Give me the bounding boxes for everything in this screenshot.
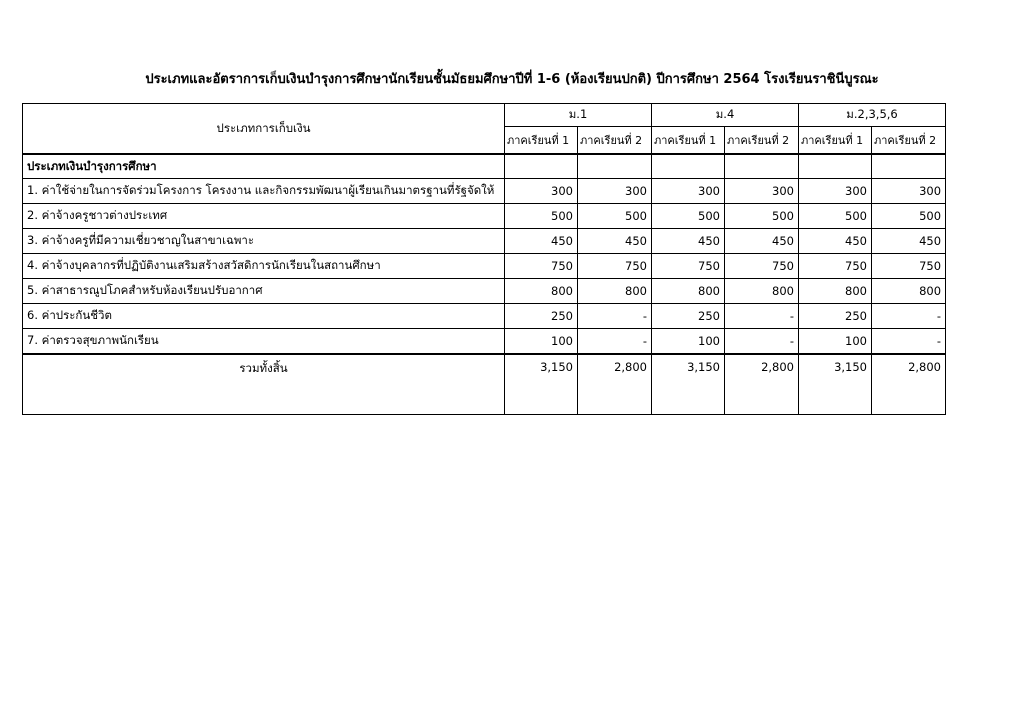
fee-table [22, 103, 946, 415]
fee-label: 5. ค่าสาธารณูปโภคสำหรับห้องเรียนปรับอากาศ [23, 279, 505, 304]
fee-value: 750 [652, 254, 725, 279]
fee-label: 6. ค่าประกันชีวิต [23, 304, 505, 329]
fee-value: 500 [799, 204, 872, 229]
header-row-groups [23, 104, 946, 127]
group-header-m1: ม.1 [505, 104, 652, 127]
category-label: ประเภทเงินบำรุงการศึกษา [23, 154, 505, 179]
fee-value: 450 [725, 229, 799, 254]
fee-value: - [578, 304, 652, 329]
category-row [23, 154, 946, 179]
fee-value: 300 [652, 179, 725, 204]
type-header: ประเภทการเก็บเงิน [23, 104, 505, 155]
fee-value: 300 [578, 179, 652, 204]
fee-value: 500 [725, 204, 799, 229]
fee-label: 7. ค่าตรวจสุขภาพนักเรียน [23, 329, 505, 355]
table-row [23, 179, 946, 204]
fee-value: 300 [725, 179, 799, 204]
fee-value: 100 [652, 329, 725, 355]
fee-label: 3. ค่าจ้างครูที่มีความเชี่ยวชาญในสาขาเฉพาะ [23, 229, 505, 254]
table-row [23, 229, 946, 254]
semester-header: ภาคเรียนที่ 2 [725, 127, 799, 155]
semester-header: ภาคเรียนที่ 1 [652, 127, 725, 155]
fee-value: 750 [725, 254, 799, 279]
total-value: 2,800 [725, 354, 799, 415]
total-label: รวมทั้งสิ้น [23, 354, 505, 415]
fee-value: 800 [872, 279, 946, 304]
table-row [23, 204, 946, 229]
fee-value: 500 [872, 204, 946, 229]
fee-value: 800 [652, 279, 725, 304]
document-title: ประเภทและอัตราการเก็บเงินบำรุงการศึกษานักเรียนชั้นมัธยมศึกษาปีที่ 1-6 (ห้องเรียนปกติ) ปีการศึกษา 2564 โรงเรียนราชินีบูรณะ [145, 72, 879, 87]
fee-value: 800 [725, 279, 799, 304]
table-row [23, 254, 946, 279]
fee-label: 1. ค่าใช้จ่ายในการจัดร่วมโครงการ โครงงาน และกิจกรรมพัฒนาผู้เรียนเกินมาตรฐานที่รัฐจัดให้ [23, 179, 505, 204]
semester-header: ภาคเรียนที่ 2 [578, 127, 652, 155]
fee-value: 300 [505, 179, 578, 204]
total-value: 3,150 [505, 354, 578, 415]
fee-value: 450 [652, 229, 725, 254]
fee-value: - [725, 329, 799, 355]
fee-value: 450 [872, 229, 946, 254]
fee-value: 500 [505, 204, 578, 229]
fee-label: 2. ค่าจ้างครูชาวต่างประเทศ [23, 204, 505, 229]
table-row [23, 304, 946, 329]
fee-value: 450 [578, 229, 652, 254]
fee-value: 250 [505, 304, 578, 329]
fee-value: 800 [799, 279, 872, 304]
table-row [23, 279, 946, 304]
table-row [23, 329, 946, 355]
fee-value: - [872, 329, 946, 355]
fee-value: 100 [505, 329, 578, 355]
semester-header: ภาคเรียนที่ 1 [799, 127, 872, 155]
fee-value: 750 [799, 254, 872, 279]
group-header-m2356: ม.2,3,5,6 [799, 104, 946, 127]
fee-value: 750 [872, 254, 946, 279]
semester-header: ภาคเรียนที่ 1 [505, 127, 578, 155]
fee-value: 750 [578, 254, 652, 279]
total-value: 3,150 [799, 354, 872, 415]
fee-value: 250 [652, 304, 725, 329]
total-value: 3,150 [652, 354, 725, 415]
fee-label: 4. ค่าจ้างบุคลากรที่ปฏิบัติงานเสริมสร้างสวัสดิการนักเรียนในสถานศึกษา [23, 254, 505, 279]
fee-value: - [872, 304, 946, 329]
fee-value: 500 [578, 204, 652, 229]
fee-value: 450 [505, 229, 578, 254]
fee-value: - [725, 304, 799, 329]
total-row [23, 354, 946, 415]
fee-value: 300 [799, 179, 872, 204]
total-value: 2,800 [872, 354, 946, 415]
semester-header: ภาคเรียนที่ 2 [872, 127, 946, 155]
fee-value: 500 [652, 204, 725, 229]
group-header-m4: ม.4 [652, 104, 799, 127]
fee-value: 250 [799, 304, 872, 329]
fee-value: 450 [799, 229, 872, 254]
fee-value: 100 [799, 329, 872, 355]
fee-value: 750 [505, 254, 578, 279]
total-value: 2,800 [578, 354, 652, 415]
fee-value: - [578, 329, 652, 355]
fee-value: 800 [505, 279, 578, 304]
fee-value: 300 [872, 179, 946, 204]
fee-value: 800 [578, 279, 652, 304]
